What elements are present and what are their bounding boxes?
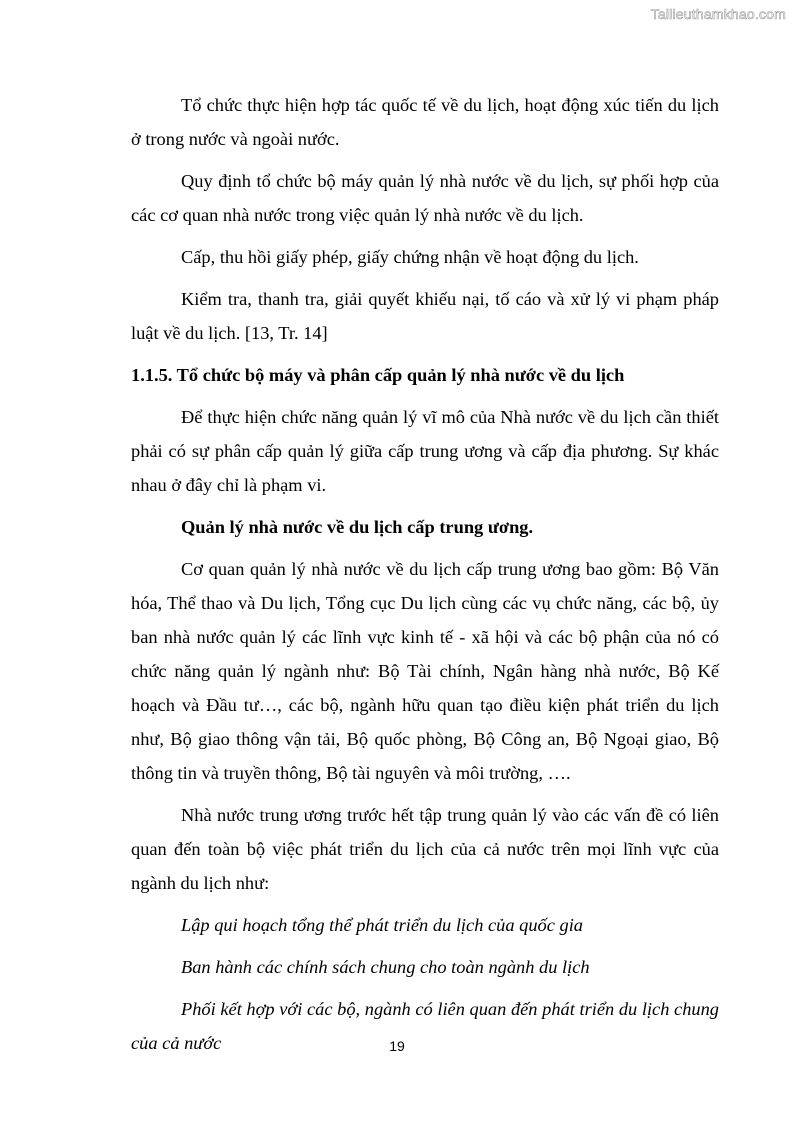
page-number: 19 [389, 1038, 405, 1054]
paragraph-organization-regulation: Quy định tổ chức bộ máy quản lý nhà nước về du lịch, sự phối hợp của các cơ quan nhà nước trong việc quản lý nhà nước về du lịch. [131, 171, 719, 225]
list-item-master-plan: Lập qui hoạch tổng thể phát triển du lịch của quốc gia [181, 915, 583, 935]
paragraph-licensing: Cấp, thu hồi giấy phép, giấy chứng nhận về hoạt động du lịch. [181, 247, 639, 267]
section-intro: Để thực hiện chức năng quản lý vĩ mô của Nhà nước về du lịch cần thiết phải có sự phân cấp quản lý giữa cấp trung ương và cấp địa phương. Sự khác nhau ở đây chỉ là phạm vi. [131, 407, 719, 495]
list-item-policies: Ban hành các chính sách chung cho toàn ngành du lịch [181, 957, 590, 977]
section-subheading: Quản lý nhà nước về du lịch cấp trung ương. [181, 517, 534, 537]
section-body-central: Nhà nước trung ương trước hết tập trung quản lý vào các vấn đề có liên quan đến toàn bộ việc phát triển du lịch của cả nước trên mọi lĩnh vực của ngành du lịch như: [131, 805, 719, 893]
document-body [131, 88, 719, 1068]
paragraph-inspection: Kiểm tra, thanh tra, giải quyết khiếu nại, tố cáo và xử lý vi phạm pháp luật về du lịch. [13, Tr. 14] [131, 289, 719, 343]
section-body-agencies: Cơ quan quản lý nhà nước về du lịch cấp trung ương bao gồm: Bộ Văn hóa, Thể thao và Du lịch, Tổng cục Du lịch cùng các vụ chức năng, các bộ, ủy ban nhà nước quản lý các lĩnh vực kinh tế - xã hội và các bộ phận của nó có chức năng quản lý ngành như: Bộ Tài chính, Ngân hàng nhà nước, Bộ Kế hoạch và Đầu tư…, các bộ, ngành hữu quan tạo điều kiện phát triển du lịch như, Bộ giao thông vận tải, Bộ quốc phòng, Bộ Công an, Bộ Ngoại giao, Bộ thông tin và truyền thông, Bộ tài nguyên và môi trường, …. [131, 559, 719, 783]
list-item-coordination: Phối kết hợp với các bộ, ngành có liên quan đến phát triển du lịch chung của cả nước [131, 999, 719, 1053]
section-heading: 1.1.5. Tổ chức bộ máy và phân cấp quản lý nhà nước về du lịch [131, 365, 625, 385]
paragraph-international-cooperation: Tổ chức thực hiện hợp tác quốc tế về du lịch, hoạt động xúc tiến du lịch ở trong nước và ngoài nước. [131, 95, 719, 149]
watermark-text: Tailieuthamkhao.com [650, 6, 786, 22]
